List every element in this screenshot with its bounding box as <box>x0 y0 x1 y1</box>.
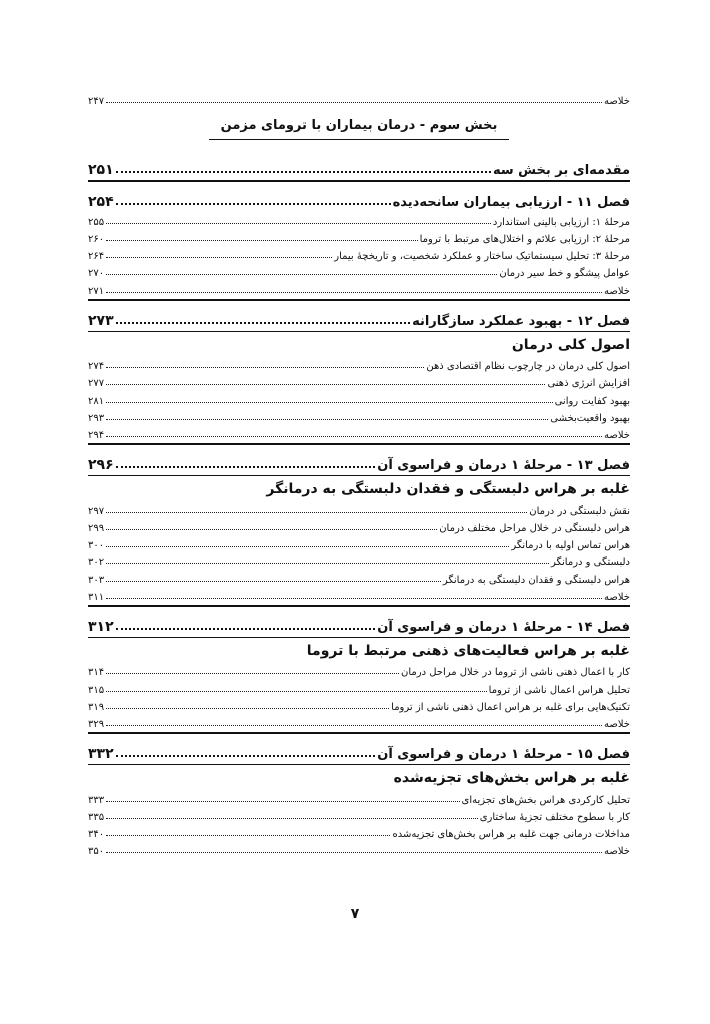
leader-dots <box>106 546 509 547</box>
entry-page: ۲۷۱ <box>88 285 105 297</box>
toc-entry <box>88 407 630 424</box>
entry-page: ۲۹۷ <box>88 505 105 517</box>
entry-title: کار با اعمال ذهنی ناشی از تروما در خلال مراحل درمان <box>401 667 630 679</box>
page-number: ۷ <box>350 906 360 922</box>
chapter-page: ۲۹۶ <box>88 457 114 474</box>
toc-entry <box>88 389 630 406</box>
entry-title: افزایش انرژی ذهنی <box>547 378 630 390</box>
toc-entry <box>88 499 630 516</box>
leader-dots <box>106 581 441 582</box>
divider <box>88 331 630 332</box>
entry-page: ۲۸۱ <box>88 395 105 407</box>
toc-entry <box>88 696 630 713</box>
toc-entry <box>88 840 630 857</box>
entry-page: ۲۷۰ <box>88 268 105 280</box>
entry-title: تکنیک‌هایی برای غلبه بر هراس اعمال ذهنی ناشی از تروما <box>391 701 630 713</box>
intro-entry <box>88 154 630 178</box>
entry-page: ۳۰۰ <box>88 540 105 552</box>
leader-dots <box>106 240 418 241</box>
toc-entry <box>88 568 630 585</box>
divider <box>88 637 630 638</box>
section-heading: غلبه بر هراس دلبستگی و فقدان دلبستگی به درمانگر <box>266 481 630 498</box>
leader-dots <box>106 512 527 513</box>
entry-page: ۳۴۰ <box>88 829 105 841</box>
leader-dots <box>106 223 491 224</box>
entry-page: ۲۶۰ <box>88 233 105 245</box>
entry-title: بهبود کفایت روانی <box>554 395 630 407</box>
entry-page: ۲۷۴ <box>88 361 105 373</box>
entry-title: تحلیل هراس اعمال ناشی از تروما <box>488 684 630 696</box>
leader-dots <box>116 171 491 173</box>
leader-dots <box>106 529 437 530</box>
leader-dots <box>106 852 602 853</box>
entry-page: ۲۴۷ <box>88 96 105 108</box>
chapter-page: ۲۵۴ <box>88 194 114 211</box>
chapter-15-heading <box>88 738 630 762</box>
divider <box>88 180 630 182</box>
toc-entry <box>88 806 630 823</box>
leader-dots <box>116 203 391 205</box>
leader-dots <box>106 402 552 403</box>
entry-page: ۳۵۰ <box>88 846 105 858</box>
entry-title: بهبود واقعیت‌بخشی <box>550 412 630 424</box>
leader-dots <box>116 628 376 630</box>
leader-dots <box>106 102 602 103</box>
entry-page: ۲۹۹ <box>88 522 105 534</box>
leader-dots <box>116 322 410 324</box>
entry-title: عوامل پیشگو و خط سیر درمان <box>499 268 630 280</box>
entry-title: هراس تماس اولیه با درمانگر <box>511 540 630 552</box>
entry-page: ۳۱۱ <box>88 592 105 604</box>
chapter-11-heading <box>88 186 630 210</box>
chapter-12-heading <box>88 305 630 329</box>
leader-dots <box>106 598 602 599</box>
leader-dots <box>106 835 390 836</box>
toc-entry <box>88 90 630 107</box>
divider <box>88 299 630 301</box>
section-heading: غلبه بر هراس بخش‌های تجزیه‌شده <box>393 770 630 787</box>
toc-entry <box>88 372 630 389</box>
section-heading: اصول کلی درمان <box>511 336 630 353</box>
divider <box>88 732 630 734</box>
chapter-page: ۲۷۳ <box>88 312 114 329</box>
toc-entry <box>88 823 630 840</box>
entry-title: کار با سطوح مختلف تجزیهٔ ساختاری <box>479 811 630 823</box>
table-of-contents <box>88 90 630 857</box>
entry-title: هراس دلبستگی در خلال مراحل مختلف درمان <box>439 522 630 534</box>
entry-title: خلاصه <box>603 430 630 442</box>
toc-entry <box>88 586 630 603</box>
leader-dots <box>106 801 459 802</box>
entry-page: ۳۱۵ <box>88 684 105 696</box>
entry-title: دلبستگی و درمانگر <box>550 557 630 569</box>
toc-entry <box>88 210 630 227</box>
leader-dots <box>106 367 424 368</box>
leader-dots <box>106 292 602 293</box>
entry-page: ۳۲۹ <box>88 719 105 731</box>
chapter-title: فصل ۱۳ - مرحلهٔ ۱ درمان و فراسوی آن <box>377 458 630 474</box>
leader-dots <box>116 755 376 757</box>
toc-entry <box>88 245 630 262</box>
entry-page: ۳۳۳ <box>88 794 105 806</box>
leader-dots <box>106 257 332 258</box>
leader-dots <box>106 708 389 709</box>
toc-entry <box>88 788 630 805</box>
entry-title: هراس دلبستگی و فقدان دلبستگی به درمانگر <box>442 574 630 586</box>
toc-entry <box>88 551 630 568</box>
chapter-page: ۳۱۲ <box>88 619 114 636</box>
leader-dots <box>106 436 602 437</box>
entry-page: ۳۱۴ <box>88 667 105 679</box>
chapter-title: فصل ۱۵ - مرحلهٔ ۱ درمان و فراسوی آن <box>377 747 630 763</box>
section-heading: غلبه بر هراس فعالیت‌های ذهنی مرتبط با تروما <box>306 643 630 660</box>
entry-page: ۲۵۵ <box>88 216 105 228</box>
entry-page: ۲۹۳ <box>88 412 105 424</box>
toc-entry <box>88 661 630 678</box>
toc-entry <box>88 279 630 296</box>
divider <box>88 475 630 476</box>
entry-title: اصول کلی درمان در چارچوب نظام اقتصادی ذهن <box>426 361 630 373</box>
entry-page: ۲۹۴ <box>88 430 105 442</box>
leader-dots <box>106 818 478 819</box>
toc-entry <box>88 424 630 441</box>
entry-title: مداخلات درمانی جهت غلبه بر هراس بخش‌های تجزیه‌شده <box>392 829 630 841</box>
chapter-title: فصل ۱۲ - بهبود عملکرد سازگارانه <box>412 313 630 329</box>
chapter-13-heading <box>88 449 630 473</box>
toc-entry <box>88 355 630 372</box>
toc-entry <box>88 713 630 730</box>
divider <box>88 764 630 765</box>
leader-dots <box>106 691 487 692</box>
leader-dots <box>106 419 548 420</box>
leader-dots <box>106 384 545 385</box>
entry-page: ۳۰۲ <box>88 557 105 569</box>
entry-title: نقش دلبستگی در درمان <box>529 505 630 517</box>
entry-page: ۳۱۹ <box>88 701 105 713</box>
entry-page: ۳۰۳ <box>88 574 105 586</box>
entry-title: مرحلهٔ ۲: ارزیابی علائم و اختلال‌های مرتبط با تروما <box>419 233 630 245</box>
entry-title: مرحلهٔ ۳: تحلیل سیستماتیک ساختار و عملکرد شخصیت، و تاریخچهٔ بیمار <box>334 251 630 263</box>
toc-entry <box>88 262 630 279</box>
chapter-14-heading <box>88 611 630 635</box>
chapter-page: ۳۳۲ <box>88 746 114 763</box>
part-underline <box>209 139 509 140</box>
entry-title: خلاصه <box>603 719 630 731</box>
intro-title: مقدمه‌ای بر بخش سه <box>492 163 630 179</box>
leader-dots <box>116 466 376 468</box>
intro-page: ۲۵۱ <box>88 162 114 179</box>
entry-page: ۲۶۴ <box>88 251 105 263</box>
toc-entry <box>88 534 630 551</box>
leader-dots <box>106 673 399 674</box>
leader-dots <box>106 563 549 564</box>
leader-dots <box>106 274 497 275</box>
toc-entry <box>88 228 630 245</box>
entry-title: خلاصه <box>603 285 630 297</box>
toc-entry <box>88 678 630 695</box>
leader-dots <box>106 725 602 726</box>
entry-page: ۳۳۵ <box>88 811 105 823</box>
entry-title: خلاصه <box>603 96 630 108</box>
entry-title: خلاصه <box>603 846 630 858</box>
divider <box>88 605 630 607</box>
entry-title: مرحلهٔ ۱: ارزیابی بالینی استاندارد <box>492 216 630 228</box>
entry-title: خلاصه <box>603 592 630 604</box>
chapter-title: فصل ۱۱ - ارزیابی بیماران سانحه‌دیده <box>392 195 630 211</box>
entry-page: ۲۷۷ <box>88 378 105 390</box>
part-title: بخش سوم - درمان بیماران با ترومای مزمن <box>220 118 498 134</box>
toc-entry <box>88 517 630 534</box>
entry-title: تحلیل کارکردی هراس بخش‌های تجزیه‌ای <box>461 794 630 806</box>
divider <box>88 443 630 445</box>
chapter-title: فصل ۱۴ - مرحلهٔ ۱ درمان و فراسوی آن <box>377 620 630 636</box>
